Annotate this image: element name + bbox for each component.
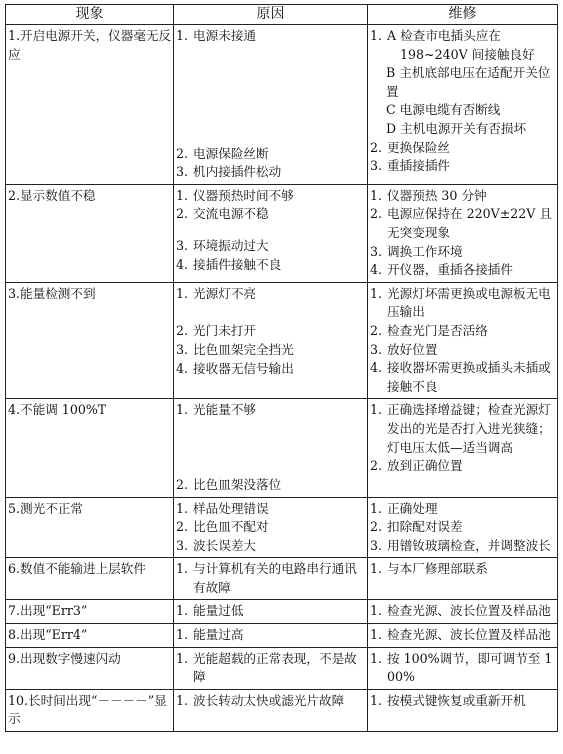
repair-item <box>370 101 556 120</box>
table-row <box>6 25 558 185</box>
table-row <box>6 497 558 558</box>
cause-number: 1. <box>176 627 189 643</box>
repair-cell <box>368 497 558 558</box>
cause-number: 2. <box>176 476 189 492</box>
phenomenon-text: 3.能量检测不到 <box>8 285 96 301</box>
repair-number: 4. <box>370 262 383 278</box>
cause-text: 环境振动过大 <box>193 237 269 253</box>
phenomenon-text: 7.出现“Err3” <box>8 603 88 619</box>
phenomenon-cell <box>6 558 174 600</box>
cause-text: 光能超载的正常表现，不是故障 <box>193 650 357 685</box>
phenomenon-text: 10.长时间出现“－－－－”显示 <box>8 692 167 727</box>
cause-item <box>176 476 366 495</box>
repair-text: 接收器坏需更换或插头未插或接触不良 <box>387 360 551 394</box>
cause-cell <box>174 399 368 497</box>
cause-number: 3. <box>176 537 189 553</box>
cause-text: 波长误差大 <box>193 537 256 553</box>
repair-number: 2. <box>370 519 383 535</box>
repair-text: 放好位置 <box>387 341 438 357</box>
cause-number: 4. <box>176 256 189 272</box>
cause-text: 光能量不够 <box>193 402 256 418</box>
cause-text: 仪器预热时间不够 <box>193 187 294 203</box>
repair-cell <box>368 600 558 624</box>
repair-item <box>370 401 556 457</box>
cause-cell <box>174 558 368 600</box>
cause-item <box>176 205 366 224</box>
cause-cell <box>174 689 368 731</box>
repair-number: 3. <box>370 158 383 174</box>
cause-number: 1. <box>176 28 189 43</box>
cause-item <box>176 237 366 256</box>
cause-item <box>176 145 366 164</box>
phenomenon-text: 6.数值不能输进上层软件 <box>8 561 146 577</box>
repair-item <box>370 46 556 65</box>
cause-text: 接收器无信号输出 <box>193 360 294 376</box>
repair-number: 1. <box>370 402 383 418</box>
cause-number: 1. <box>176 650 189 666</box>
table-row <box>6 399 558 497</box>
repair-number: 1. <box>370 28 383 43</box>
repair-item <box>370 27 556 46</box>
repair-item <box>370 692 556 711</box>
repair-text: 扣除配对误差 <box>387 519 463 535</box>
repair-cell <box>368 624 558 648</box>
cause-item <box>176 560 366 597</box>
cause-item <box>176 500 366 519</box>
repair-number: 3. <box>370 341 383 357</box>
cause-number: 2. <box>176 323 189 339</box>
cause-item <box>176 322 366 341</box>
cause-text: 能量过高 <box>193 627 244 643</box>
header-phenomenon: 现象 <box>6 5 174 25</box>
repair-text: 按模式键恢复或重新开机 <box>387 692 526 708</box>
table-row <box>6 600 558 624</box>
cause-number: 3. <box>176 341 189 357</box>
repair-cell <box>368 647 558 689</box>
cause-number: 3. <box>176 164 189 180</box>
repair-number: 1. <box>370 500 383 516</box>
cause-text: 光源灯不亮 <box>193 285 256 301</box>
repair-item <box>370 602 556 621</box>
cause-text: 比色皿架完全挡光 <box>193 341 294 357</box>
troubleshooting-table <box>5 4 558 732</box>
repair-number: 2. <box>370 206 383 222</box>
repair-text: C 电源电缆有否断线 <box>386 102 501 118</box>
repair-item <box>370 187 556 206</box>
cause-text: 与计算机有关的电路串行通讯有故障 <box>193 561 357 595</box>
phenomenon-text: 4.不能调 100%T <box>8 402 107 418</box>
cause-number: 1. <box>176 500 189 516</box>
repair-cell <box>368 184 558 282</box>
repair-text: 更换保险丝 <box>387 139 450 155</box>
repair-number: 1. <box>370 603 383 619</box>
cause-number: 4. <box>176 360 189 376</box>
phenomenon-cell <box>6 399 174 497</box>
repair-text: 光源灯坏需更换或电源板无电压输出 <box>387 285 551 320</box>
repair-number: 1. <box>370 561 383 577</box>
phenomenon-cell <box>6 624 174 648</box>
repair-item <box>370 518 556 537</box>
cause-item <box>176 285 366 304</box>
repair-number: 2. <box>370 322 383 338</box>
table-row <box>6 558 558 600</box>
repair-item <box>370 243 556 262</box>
cause-number: 1. <box>176 285 189 301</box>
repair-text: 按 100%调节，即可调节至 100% <box>387 650 553 685</box>
repair-text: 正确选择增益键；检查光源灯发出的光是否打入进光狭缝；灯电压太低—适当调高 <box>387 402 551 455</box>
cause-cell <box>174 600 368 624</box>
cause-cell <box>174 647 368 689</box>
cause-item <box>176 650 366 687</box>
repair-item <box>370 560 556 579</box>
phenomenon-cell <box>6 600 174 624</box>
cause-text: 电源未接通 <box>193 28 256 43</box>
cause-cell <box>174 25 368 185</box>
cause-item <box>176 692 366 711</box>
cause-text: 电源保险丝断 <box>193 145 269 161</box>
repair-text: 检查光门是否活络 <box>387 322 488 338</box>
repair-item <box>370 205 556 242</box>
repair-item <box>370 261 556 280</box>
repair-item <box>370 650 556 687</box>
repair-cell <box>368 399 558 497</box>
repair-cell <box>368 25 558 185</box>
repair-text: 与本厂修理部联系 <box>387 561 488 577</box>
cause-number: 1. <box>176 692 189 708</box>
table-row <box>6 689 558 731</box>
repair-number: 4. <box>370 360 383 376</box>
repair-text: A 检查市电插头应在 <box>387 28 501 43</box>
repair-number: 1. <box>370 692 383 708</box>
cause-text: 机内接插件松动 <box>193 164 282 180</box>
repair-item <box>370 285 556 322</box>
repair-text: 正确处理 <box>387 500 438 516</box>
repair-item <box>370 341 556 360</box>
repair-item <box>370 359 556 396</box>
repair-text: D 主机电源开关有否损坏 <box>386 120 527 136</box>
cause-text: 比色皿不配对 <box>193 519 269 535</box>
repair-text: 检查光源、波长位置及样品池 <box>387 627 551 643</box>
phenomenon-cell <box>6 184 174 282</box>
table-body <box>6 25 558 732</box>
cause-item <box>176 27 366 46</box>
repair-item <box>370 157 556 176</box>
repair-number: 1. <box>370 285 383 301</box>
repair-item <box>370 626 556 645</box>
cause-item <box>176 360 366 379</box>
repair-text: 调换工作环境 <box>387 243 463 259</box>
repair-item <box>370 537 556 556</box>
cause-number: 1. <box>176 561 189 577</box>
cause-item <box>176 518 366 537</box>
cause-number: 1. <box>176 402 189 418</box>
cause-number: 1. <box>176 603 189 619</box>
repair-text: 仪器预热 30 分钟 <box>387 187 487 203</box>
repair-item <box>370 139 556 158</box>
cause-item <box>176 341 366 360</box>
repair-item <box>370 120 556 139</box>
cause-cell <box>174 497 368 558</box>
cause-cell <box>174 624 368 648</box>
phenomenon-cell <box>6 25 174 185</box>
cause-item <box>176 163 366 182</box>
phenomenon-cell <box>6 689 174 731</box>
repair-text: 开仪器，重插各接插件 <box>387 262 513 278</box>
table-row <box>6 184 558 282</box>
repair-number: 2. <box>370 139 383 155</box>
cause-item <box>176 626 366 645</box>
header-cause: 原因 <box>174 5 368 25</box>
repair-text: 检查光源、波长位置及样品池 <box>387 603 551 619</box>
cause-cell <box>174 184 368 282</box>
cause-text: 波长转动太快或滤光片故障 <box>193 692 345 708</box>
phenomenon-text: 1.开启电源开关，仪器毫无反应 <box>8 28 172 62</box>
phenomenon-text: 2.显示数值不稳 <box>8 187 96 203</box>
repair-text: 重插接插件 <box>387 158 450 174</box>
table-row <box>6 624 558 648</box>
repair-text: B 主机底部电压在适配开关位置 <box>386 65 551 99</box>
cause-text: 比色皿架没落位 <box>193 476 282 492</box>
repair-cell <box>368 282 558 399</box>
cause-item <box>176 187 366 206</box>
cause-item <box>176 602 366 621</box>
repair-text: 用镨钕玻璃检查，并调整波长 <box>387 537 551 553</box>
repair-item <box>370 500 556 519</box>
repair-number: 1. <box>370 187 383 203</box>
cause-number: 2. <box>176 206 189 222</box>
phenomenon-cell <box>6 647 174 689</box>
repair-text: 电源应保持在 220V±22V 且无突变现象 <box>387 206 552 240</box>
phenomenon-cell <box>6 497 174 558</box>
phenomenon-cell <box>6 282 174 399</box>
repair-number: 1. <box>370 627 383 643</box>
cause-number: 1. <box>176 187 189 203</box>
repair-number: 1. <box>370 650 383 666</box>
repair-number: 2. <box>370 458 383 474</box>
repair-number: 3. <box>370 537 383 553</box>
repair-cell <box>368 689 558 731</box>
cause-item <box>176 401 366 420</box>
phenomenon-text: 9.出现数字慢速闪动 <box>8 650 121 666</box>
cause-number: 2. <box>176 145 189 161</box>
repair-cell <box>368 558 558 600</box>
table-row <box>6 647 558 689</box>
table-row <box>6 282 558 399</box>
cause-cell <box>174 282 368 399</box>
cause-text: 光门未打开 <box>193 323 256 339</box>
cause-text: 接插件接触不良 <box>193 256 282 272</box>
cause-text: 交流电源不稳 <box>193 206 269 222</box>
repair-text: 198~240V 间接触良好 <box>400 46 535 62</box>
cause-number: 3. <box>176 237 189 253</box>
table-header-row <box>6 5 558 25</box>
repair-item <box>370 457 556 476</box>
phenomenon-text: 8.出现“Err4” <box>8 627 88 643</box>
repair-item <box>370 64 556 101</box>
repair-number: 3. <box>370 243 383 259</box>
cause-item <box>176 537 366 556</box>
repair-item <box>370 322 556 341</box>
cause-number: 2. <box>176 519 189 535</box>
cause-text: 能量过低 <box>193 603 244 619</box>
phenomenon-text: 5.测光不正常 <box>8 500 83 516</box>
cause-item <box>176 256 366 275</box>
repair-text: 放到正确位置 <box>387 458 463 474</box>
header-repair: 维修 <box>368 5 558 25</box>
cause-text: 样品处理错误 <box>193 500 269 516</box>
